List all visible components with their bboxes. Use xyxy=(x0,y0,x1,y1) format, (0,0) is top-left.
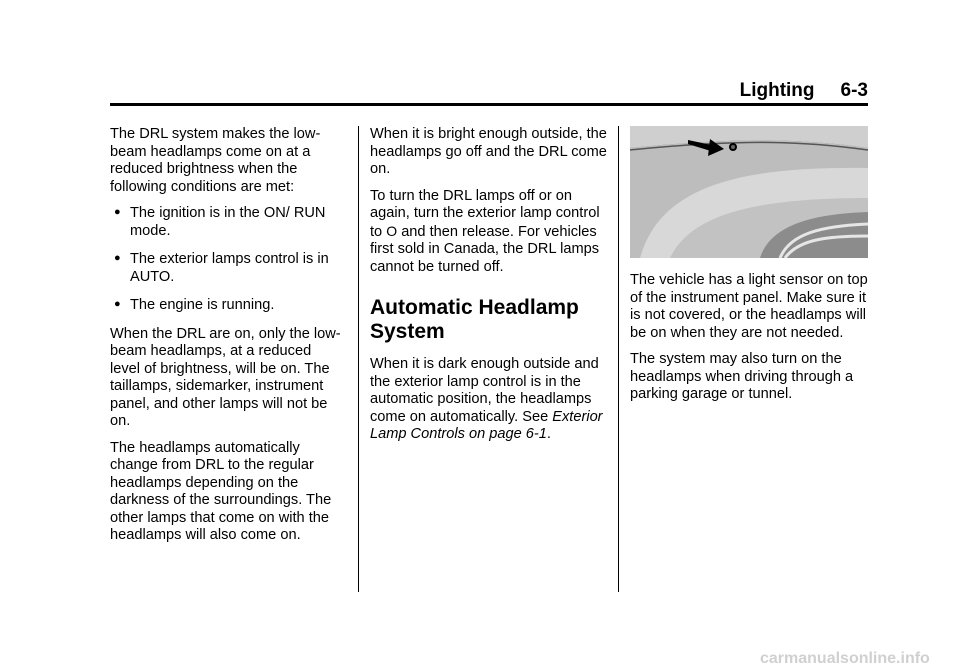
exterior-lamp-controls-reference[interactable]: Exterior Lamp Controls on page 6-1 xyxy=(370,408,603,442)
column-divider-2 xyxy=(618,126,619,592)
automatic-headlamp-paragraph: When it is dark enough outside and the exterior lamp control is in the automatic position, the headlamps come on automatically. See Exterior Lamp Controls on page 6-1. xyxy=(370,356,603,442)
column-2 xyxy=(370,126,610,453)
drl-toggle-paragraph: To turn the DRL lamps off or on again, turn the exterior lamp control to O and then release. For vehicles first sold in Canada, the DRL lamps cannot be turned off. xyxy=(370,187,600,275)
drl-bright-paragraph: When it is bright enough outside, the headlamps go off and the DRL come on. xyxy=(370,126,607,177)
page-header xyxy=(110,80,868,102)
list-item: ● The engine is running. xyxy=(114,297,275,313)
column-1 xyxy=(110,126,342,554)
parking-garage-paragraph: The system may also turn on the headlamps when driving through a parking garage or tunnel. xyxy=(630,351,854,402)
bullet-icon: ● xyxy=(114,252,121,264)
drl-auto-change-paragraph: The headlamps automatically change from DRL to the regular headlamps depending on the darkness of the surroundings. The other lamps that come on with the headlamps will also come on. xyxy=(110,439,332,543)
drl-intro-paragraph: The DRL system makes the low-beam headlamps come on at a reduced brightness when the following conditions are met: xyxy=(110,126,321,195)
bullet-icon: ● xyxy=(114,206,121,218)
list-item: ● The ignition is in the ON/ RUN mode. xyxy=(114,205,326,239)
watermark: carmanualsonline.info xyxy=(760,650,930,667)
drl-conditions-list xyxy=(110,205,342,315)
page-number: 6-3 xyxy=(840,80,868,101)
automatic-headlamp-heading: Automatic Headlamp System xyxy=(370,296,579,343)
column-3 xyxy=(630,126,870,413)
column-divider-1 xyxy=(358,126,359,592)
light-sensor-paragraph: The vehicle has a light sensor on top of the instrument panel. Make sure it is not covered, or the headlamps will be on when they are not needed. xyxy=(630,272,868,341)
section-title: Lighting xyxy=(739,80,815,101)
drl-on-paragraph: When the DRL are on, only the low-beam headlamps, at a reduced level of brightness, will be on. The taillamps, sidemarker, instrument panel, and other lamps will not be on. xyxy=(110,325,341,429)
instrument-panel-light-sensor-icon xyxy=(630,126,868,258)
list-item: ● The exterior lamps control is in AUTO. xyxy=(114,251,329,285)
lamp-off-symbol-icon: O xyxy=(386,222,398,239)
bullet-icon: ● xyxy=(114,298,121,310)
header-rule xyxy=(110,103,868,106)
